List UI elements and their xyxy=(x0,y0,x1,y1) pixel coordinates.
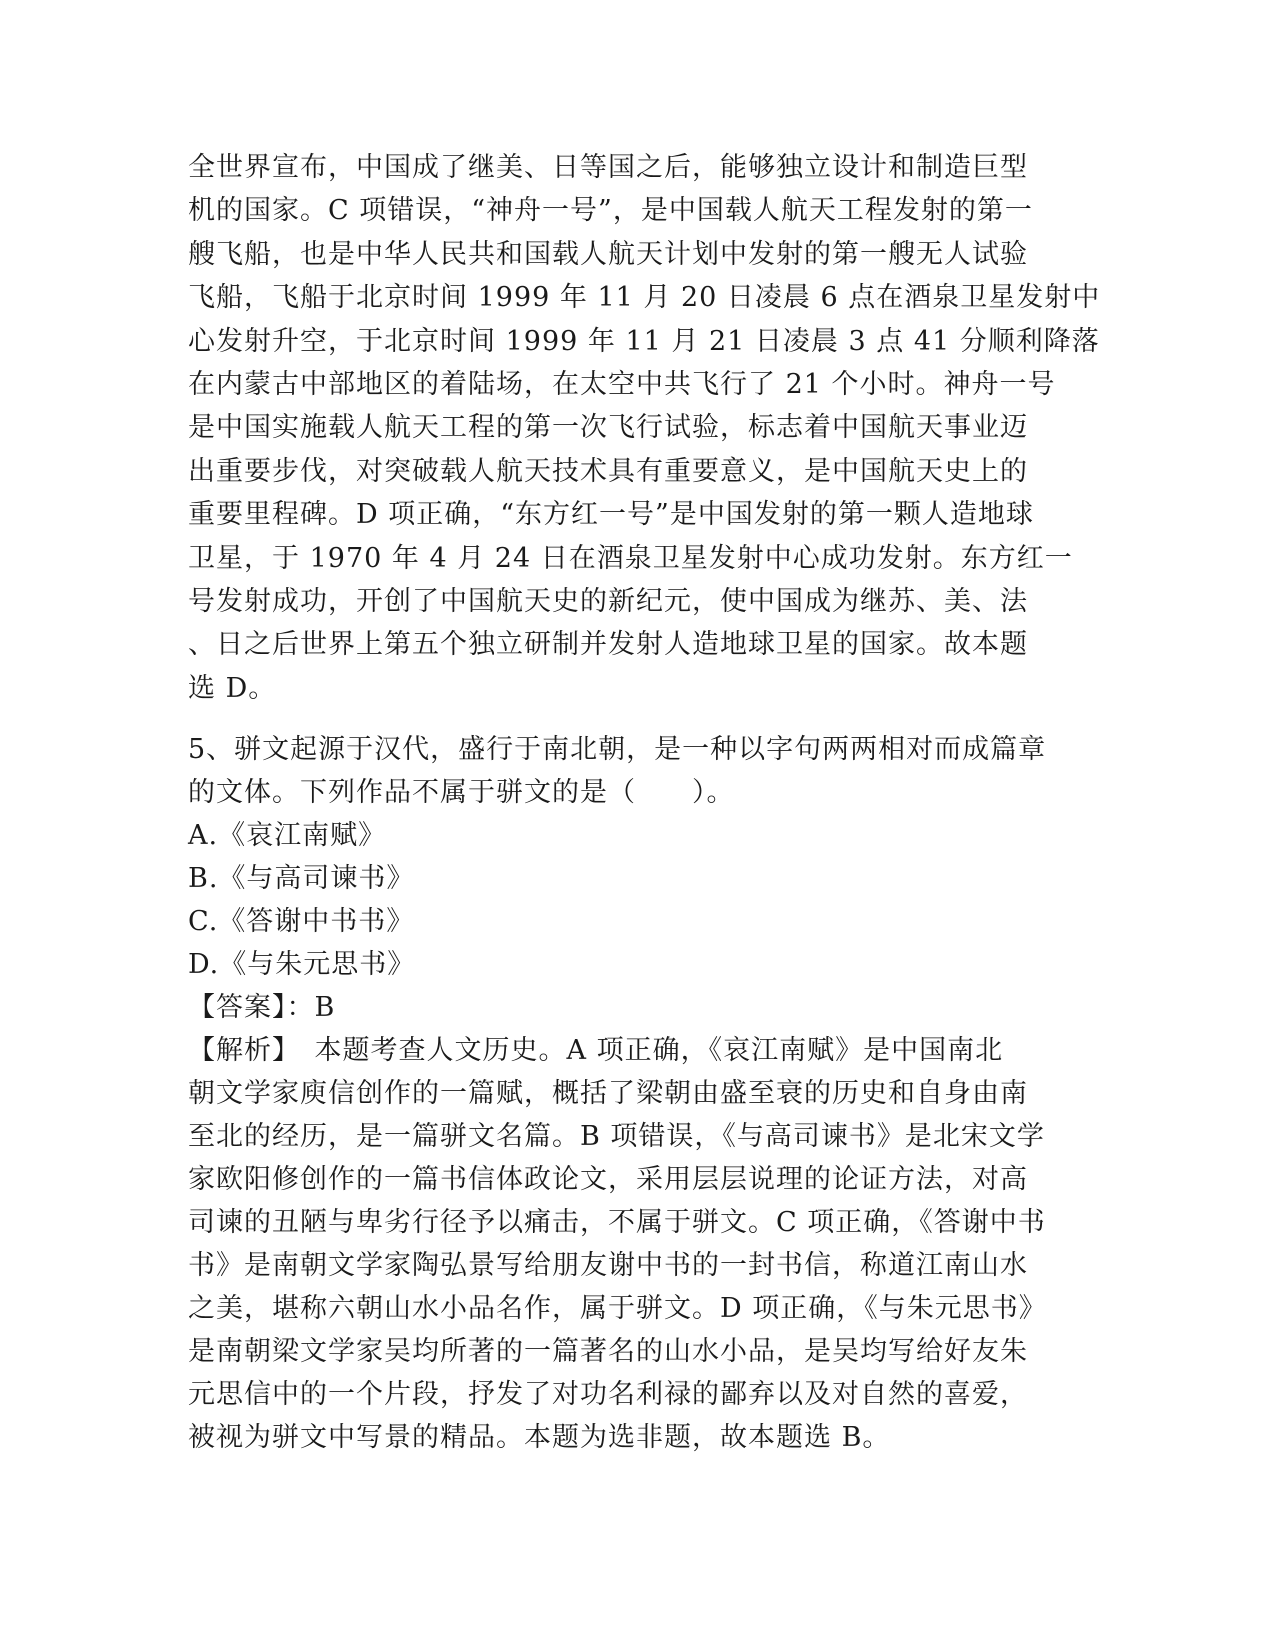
text-line: 艘飞船，也是中华人民共和国载人航天计划中发射的第一艘无人试验 xyxy=(188,238,1028,270)
analysis-line: 之美，堪称六朝山水小品名作，属于骈文。D 项正确，《与朱元思书》 xyxy=(188,1293,1047,1324)
answer-line: 【答案】：B xyxy=(188,992,336,1023)
text-line: 全世界宣布，中国成了继美、日等国之后，能够独立设计和制造巨型 xyxy=(188,152,1028,183)
text-line: 重要里程碑。D 项正确，“东方红一号”是中国发射的第一颗人造地球 xyxy=(188,499,1034,531)
analysis-line: 司谏的丑陋与卑劣行径予以痛击，不属于骈文。C 项正确，《答谢中书 xyxy=(188,1207,1046,1238)
text-line: 机的国家。C 项错误，“神舟一号”，是中国载人航天工程发射的第一 xyxy=(188,195,1033,227)
text-line: 是中国实施载人航天工程的第一次飞行试验，标志着中国航天事业迈 xyxy=(188,412,1028,444)
analysis-line: 至北的经历，是一篇骈文名篇。B 项错误，《与高司谏书》是北宋文学 xyxy=(188,1121,1045,1152)
text-line: 出重要步伐，对突破载人航天技术具有重要意义，是中国航天史上的 xyxy=(188,455,1028,487)
analysis-line: 书》是南朝文学家陶弘景写给朋友谢中书的一封书信，称道江南山水 xyxy=(188,1250,1028,1281)
analysis-line: 朝文学家庾信创作的一篇赋，概括了梁朝由盛至衰的历史和自身由南 xyxy=(188,1078,1028,1109)
analysis-line: 是南朝梁文学家吴均所著的一篇著名的山水小品，是吴均写给好友朱 xyxy=(188,1336,1028,1367)
question-5 xyxy=(188,728,1088,1459)
text-line: 、日之后世界上第五个独立研制并发射人造地球卫星的国家。故本题 xyxy=(188,629,1028,661)
option-c: C.《答谢中书书》 xyxy=(188,906,415,937)
analysis-line: 家欧阳修创作的一篇书信体政论文，采用层层说理的论证方法，对高 xyxy=(188,1164,1028,1195)
option-a: A.《哀江南赋》 xyxy=(188,820,387,851)
text-line: 选 D。 xyxy=(188,672,277,704)
text-line: 心发射升空，于北京时间 1999 年 11 月 21 日凌晨 3 点 41 分顺利降落 xyxy=(188,325,1100,357)
text-line: 卫星，于 1970 年 4 月 24 日在酒泉卫星发射中心成功发射。东方红一 xyxy=(188,542,1073,574)
question-stem: 的文体。下列作品不属于骈文的是（ ）。 xyxy=(188,777,735,808)
option-b: B.《与高司谏书》 xyxy=(188,863,415,894)
question-stem: 5、骈文起源于汉代，盛行于南北朝，是一种以字句两两相对而成篇章 xyxy=(188,734,1047,765)
analysis-line: 被视为骈文中写景的精品。本题为选非题，故本题选 B。 xyxy=(188,1422,891,1453)
analysis-line: 【解析】 本题考查人文历史。A 项正确，《哀江南赋》是中国南北 xyxy=(188,1035,1004,1066)
text-line: 号发射成功，开创了中国航天史的新纪元，使中国成为继苏、美、法 xyxy=(188,586,1028,618)
text-line: 在内蒙古中部地区的着陆场，在太空中共飞行了 21 个小时。神舟一号 xyxy=(188,369,1056,401)
analysis-line: 元思信中的一个片段，抒发了对功名利禄的鄙弃以及对自然的喜爱， xyxy=(188,1379,1028,1410)
option-d: D.《与朱元思书》 xyxy=(188,949,416,980)
text-line: 飞船，飞船于北京时间 1999 年 11 月 20 日凌晨 6 点在酒泉卫星发射中 xyxy=(188,282,1101,314)
previous-question-explanation xyxy=(188,146,1101,710)
